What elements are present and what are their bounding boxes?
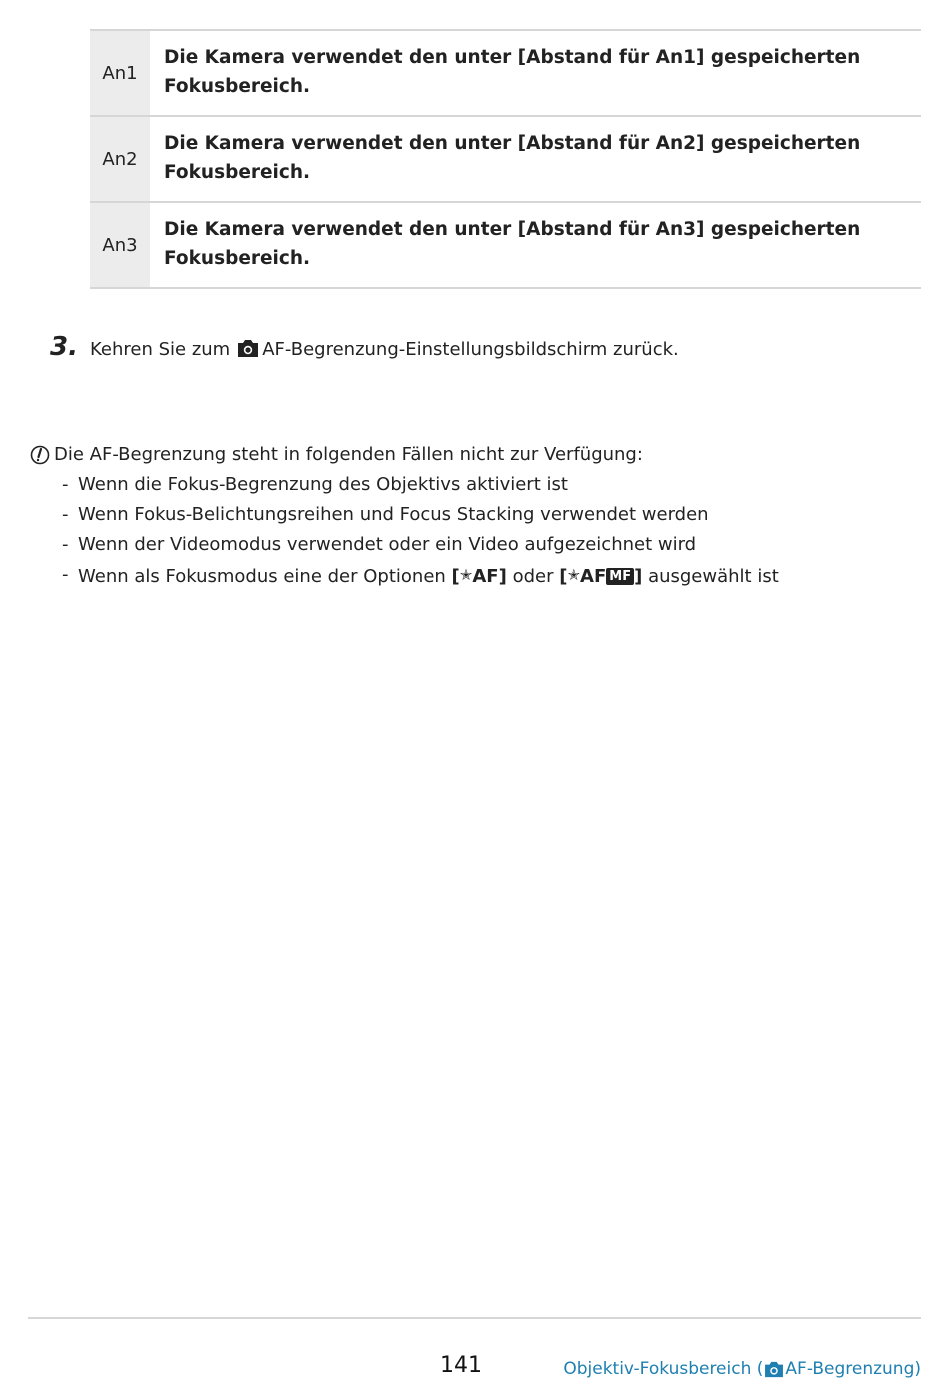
list-item: - Wenn der Videomodus verwendet oder ein Video aufgezeichnet wird — [62, 530, 779, 560]
step-3 — [50, 332, 679, 363]
caution-icon — [30, 445, 50, 465]
row-description: Die Kamera verwendet den unter [Abstand für An3] gespeicherten Fokusbereich. — [164, 219, 861, 269]
table-row — [90, 203, 921, 289]
list-item: - Wenn als Fokusmodus eine der Optionen [✭AF] oder [✭AF MF ] ausgewählt ist — [62, 560, 779, 592]
row-key: An3 — [90, 203, 150, 287]
step-text-after: AF-Begrenzung-Einstellungsbildschirm zurück. — [262, 339, 679, 360]
table-row — [90, 117, 921, 203]
footer-divider — [28, 1317, 921, 1319]
table-row — [90, 31, 921, 117]
list-item: - Wenn Fokus-Belichtungsreihen und Focus Stacking verwendet werden — [62, 500, 779, 530]
footer-section-link[interactable]: Objektiv-Fokusbereich ( AF-Begrenzung) — [563, 1359, 921, 1379]
star-af-icon: ✭ — [567, 566, 581, 584]
camera-icon — [236, 339, 260, 363]
settings-table — [90, 29, 921, 289]
step-text — [90, 339, 679, 363]
step-text-before: Kehren Sie zum — [90, 339, 231, 360]
list-item: - Wenn die Fokus-Begrenzung des Objektivs aktiviert ist — [62, 470, 779, 500]
camera-icon — [763, 1361, 785, 1378]
row-key: An2 — [90, 117, 150, 201]
note-heading: Die AF-Begrenzung steht in folgenden Fällen nicht zur Verfügung: — [54, 444, 643, 465]
mf-badge: MF — [606, 568, 634, 585]
step-number: 3. — [50, 332, 78, 362]
note-block — [30, 440, 779, 592]
row-description: Die Kamera verwendet den unter [Abstand für An1] gespeicherten Fokusbereich. — [164, 47, 861, 97]
row-description: Die Kamera verwendet den unter [Abstand für An2] gespeicherten Fokusbereich. — [164, 133, 861, 183]
row-key: An1 — [90, 31, 150, 115]
page-number: 141 — [440, 1353, 482, 1378]
note-list — [30, 470, 779, 592]
star-af-icon: ✭ — [459, 566, 473, 584]
